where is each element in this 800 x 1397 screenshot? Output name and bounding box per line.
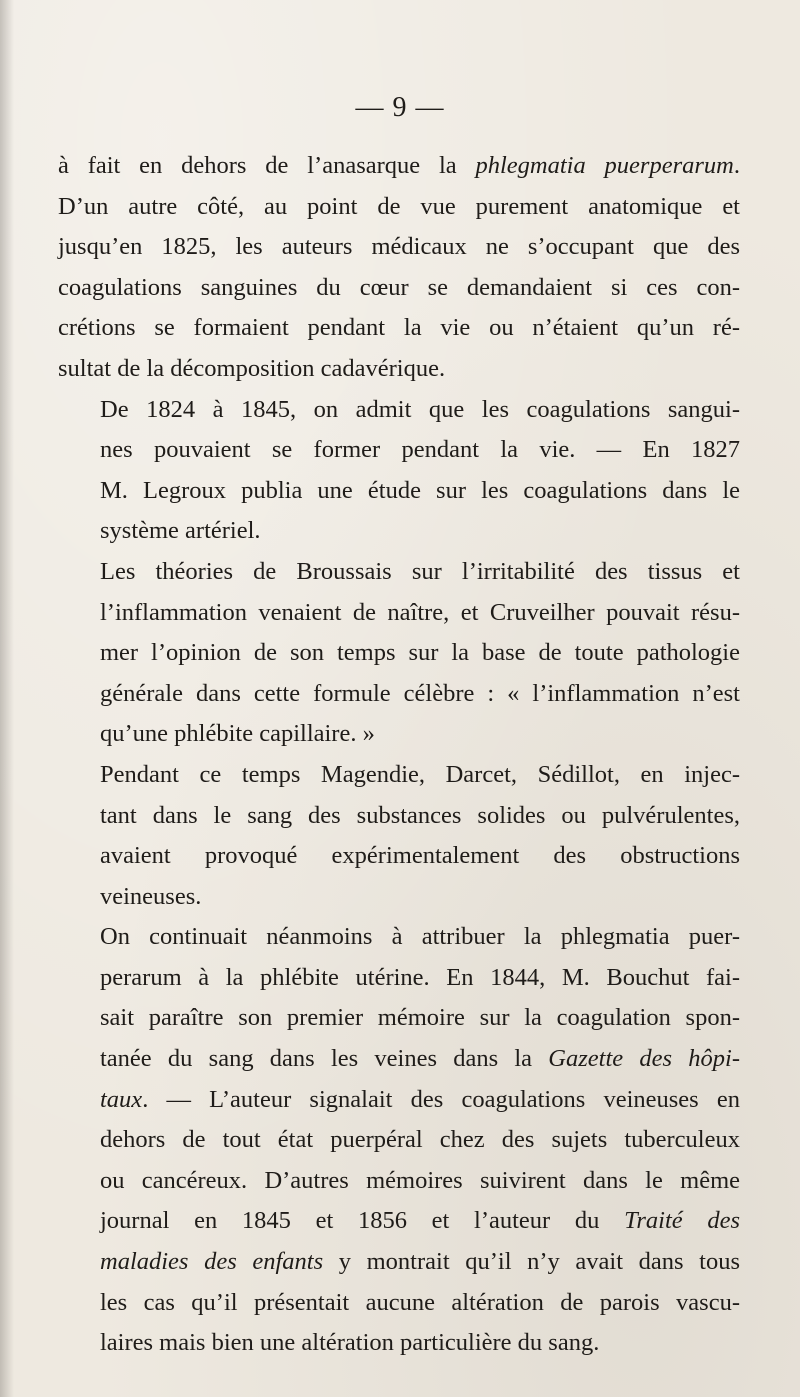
page-number: — 9 — xyxy=(355,92,445,123)
text-line: coagulations sanguines du cœur se demandaient si ces con- xyxy=(58,273,740,301)
text-line: sait paraître son premier mémoire sur la coagulation spon- xyxy=(100,1004,740,1032)
text-line: veineuses. xyxy=(100,882,202,910)
paragraph-5 xyxy=(58,917,740,1364)
text-line: générale dans cette formule célèbre : « l’inflammation n’est xyxy=(100,679,740,707)
text-line: les cas qu’il présentait aucune altération de parois vascu- xyxy=(100,1288,740,1316)
text-line: à fait en dehors de l’anasarque la phlegmatia puerperarum. xyxy=(58,152,740,179)
paragraph-2 xyxy=(58,390,740,552)
text-line: On continuait néanmoins à attribuer la phlegmatia puer- xyxy=(100,923,740,951)
text-line: Pendant ce temps Magendie, Darcet, Sédillot, en injec- xyxy=(100,760,740,788)
text-line: De 1824 à 1845, on admit que les coagulations sangui- xyxy=(100,395,740,423)
paragraph-3 xyxy=(58,552,740,755)
text-line: journal en 1845 et 1856 et l’auteur du Traité des xyxy=(100,1207,740,1235)
paragraph-4 xyxy=(58,755,740,917)
text-line: M. Legroux publia une étude sur les coagulations dans le xyxy=(100,476,740,504)
text-line: sultat de la décomposition cadavérique. xyxy=(58,354,446,382)
text-line: nes pouvaient se former pendant la vie. — En 1827 xyxy=(100,436,740,464)
text-line: ou cancéreux. D’autres mémoires suivirent dans le même xyxy=(100,1166,740,1194)
text-line: dehors de tout état puerpéral chez des sujets tuberculeux xyxy=(100,1126,740,1154)
text-line: système artériel. xyxy=(100,517,261,545)
paragraph-1 xyxy=(58,146,740,390)
text-line: Les théories de Broussais sur l’irritabilité des tissus et xyxy=(100,557,740,585)
text-line: taux. — L’auteur signalait des coagulations veineuses en xyxy=(100,1085,740,1113)
text-line: crétions se formaient pendant la vie ou n’étaient qu’un ré- xyxy=(58,314,740,342)
text-line: l’inflammation venaient de naître, et Cruveilher pouvait résu- xyxy=(100,598,740,626)
text-line: D’un autre côté, au point de vue purement anatomique et xyxy=(58,192,740,220)
text-line: qu’une phlébite capillaire. » xyxy=(100,720,375,748)
text-line: laires mais bien une altération particulière du sang. xyxy=(100,1329,600,1357)
text-line: avaient provoqué expérimentalement des obstructions xyxy=(100,842,740,870)
text-line: perarum à la phlébite utérine. En 1844, M. Bouchut fai- xyxy=(100,963,740,991)
body-text xyxy=(58,146,740,1364)
page-binding-shadow xyxy=(0,0,14,1397)
text-line: jusqu’en 1825, les auteurs médicaux ne s’occupant que des xyxy=(58,233,740,261)
text-line: tanée du sang dans les veines dans la Gazette des hôpi- xyxy=(100,1045,740,1073)
text-line: mer l’opinion de son temps sur la base de toute pathologie xyxy=(100,639,740,667)
text-line: tant dans le sang des substances solides ou pulvérulentes, xyxy=(100,801,740,829)
text-line: maladies des enfants y montrait qu’il n’y avait dans tous xyxy=(100,1248,740,1276)
